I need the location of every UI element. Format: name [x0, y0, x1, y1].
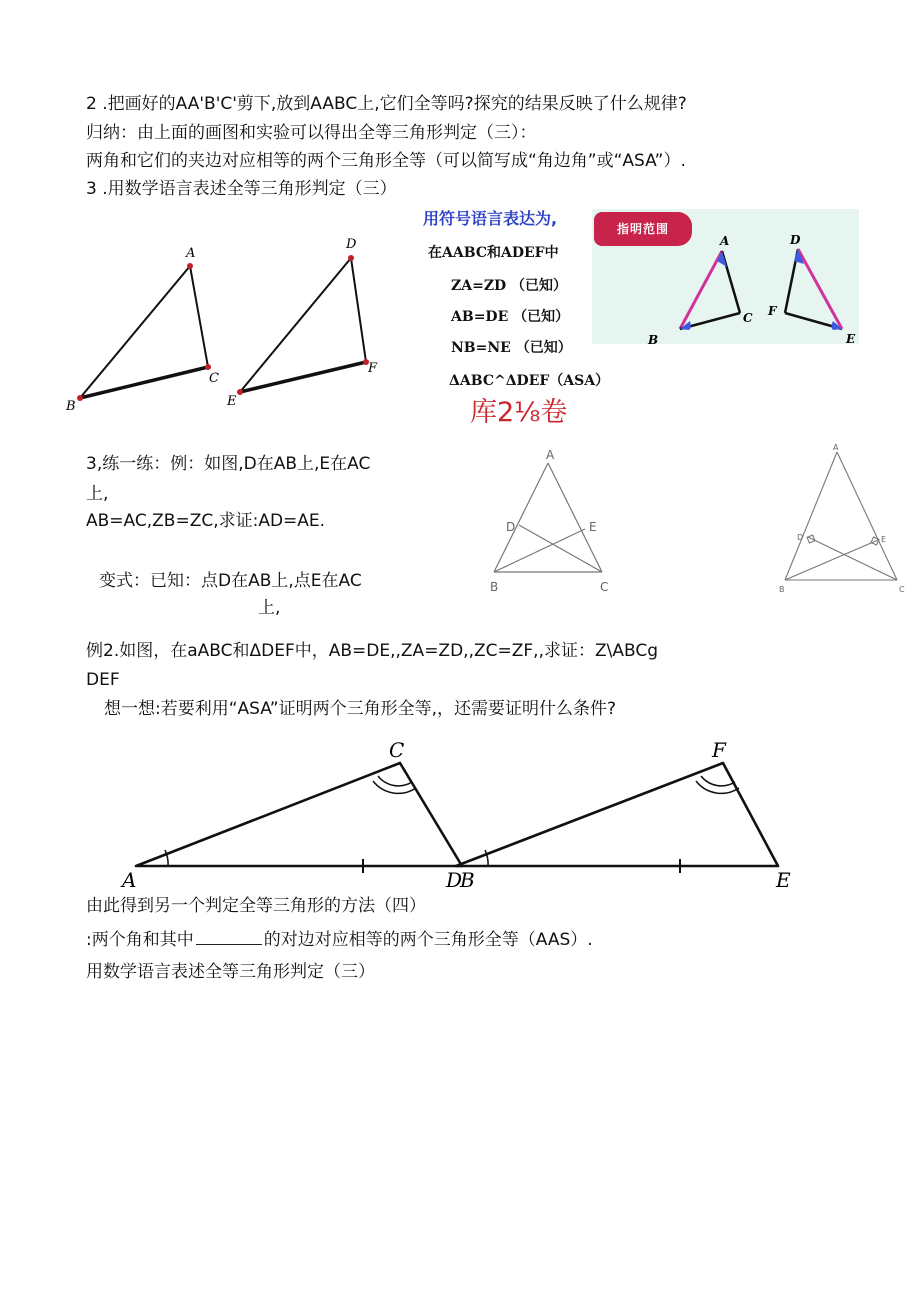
symbolic-title: 用符号语言表达为,: [423, 209, 558, 228]
variant-line-1: 变式：已知：点D在AB上,点E在AC: [99, 571, 362, 591]
fig2-label-b: B: [648, 333, 659, 347]
fig3-label-e: E: [589, 520, 597, 534]
fig3-label-d: D: [506, 520, 516, 534]
text-line-1: 2 .把画好的AA'B'C'剪下,放到AABC上,它们全等吗?探究的结果反映了什么规律?: [86, 94, 687, 114]
condition-angle-b: NB=NE （已知）: [451, 340, 572, 356]
figure-asa-colored: [592, 209, 872, 354]
fig5-label-b: B: [460, 868, 475, 892]
fig2-label-f: F: [768, 304, 777, 318]
condition-intro: 在AABC和ADEF中: [428, 245, 559, 261]
fig1-label-c: C: [209, 371, 219, 386]
fig3-label-c: C: [600, 580, 609, 594]
example-2-line-1: 例2.如图，在aABC和ΔDEF中，AB=DE,,ZA=ZD,,ZC=ZF,,求证：Z\ABCg: [86, 641, 658, 661]
variant-line-2: 上,: [258, 598, 281, 618]
figure-exercise-1: [480, 448, 620, 605]
fill-blank[interactable]: [196, 930, 262, 945]
fig2-label-a: A: [720, 234, 730, 248]
fig5-label-f: F: [712, 738, 726, 762]
fig5-label-d: D: [446, 868, 463, 892]
fig4-label-b: B: [779, 585, 785, 594]
fig1-label-f: F: [368, 361, 378, 376]
fig1-label-a: A: [186, 246, 196, 261]
text-line-last: 用数学语言表述全等三角形判定（三）: [86, 962, 375, 982]
conclusion: ΔABC^ΔDEF（ASA）: [449, 373, 610, 389]
exercise-1-line-2: 上,: [86, 484, 109, 504]
fig1-label-b: B: [66, 399, 76, 414]
exercise-1-line-1: 3,练一练：例：如图,D在AB上,E在AC: [86, 454, 371, 474]
fig4-label-a: A: [833, 443, 839, 452]
fig5-label-a: A: [122, 868, 137, 892]
text-line-2: 归纳：由上面的画图和实验可以得出全等三角形判定（三）：: [86, 123, 537, 143]
fig5-label-e: E: [776, 868, 791, 892]
aas-statement-end: 的对边对应相等的两个三角形全等（AAS）.: [263, 930, 593, 950]
think-prompt: 想一想:若要利用“ASA”证明两个三角形全等,，还需要证明什么条件?: [104, 699, 617, 719]
stamp-text: 库2⅛卷: [470, 397, 568, 428]
example-2-line-2: DEF: [86, 670, 120, 690]
text-line-3: 两角和它们的夹边对应相等的两个三角形全等（可以简写成“角边角”或“ASA”）.: [86, 151, 686, 171]
condition-side-ab: AB=DE （已知）: [451, 309, 570, 325]
aas-statement: [86, 929, 593, 951]
fig4-label-e: E: [881, 535, 887, 544]
fig3-label-a: A: [546, 448, 555, 462]
fig2-label-c: C: [743, 311, 753, 325]
exercise-1-line-3: AB=AC,ZB=ZC,求证:AD=AE.: [86, 511, 326, 531]
text-line-4: 3 .用数学语言表述全等三角形判定（三）: [86, 179, 397, 199]
fig1-label-d: D: [346, 237, 357, 252]
fig2-label-d: D: [790, 233, 801, 247]
range-badge: 指明范围: [594, 212, 692, 246]
figure-variant: [775, 440, 915, 600]
fig1-label-e: E: [227, 394, 237, 409]
fig5-label-c: C: [389, 738, 405, 762]
condition-angle-a: ZA=ZD （已知）: [451, 278, 568, 294]
fig3-label-b: B: [490, 580, 499, 594]
fig4-label-d: D: [797, 533, 804, 542]
method-4-title: 由此得到另一个判定全等三角形的方法（四）: [86, 896, 426, 916]
fig4-label-c: C: [899, 585, 905, 594]
fig2-label-e: E: [846, 332, 856, 346]
aas-statement-start: :两个角和其中: [86, 930, 194, 950]
figure-aas-triangles: [120, 735, 791, 895]
figure-asa-triangles: [60, 230, 400, 420]
